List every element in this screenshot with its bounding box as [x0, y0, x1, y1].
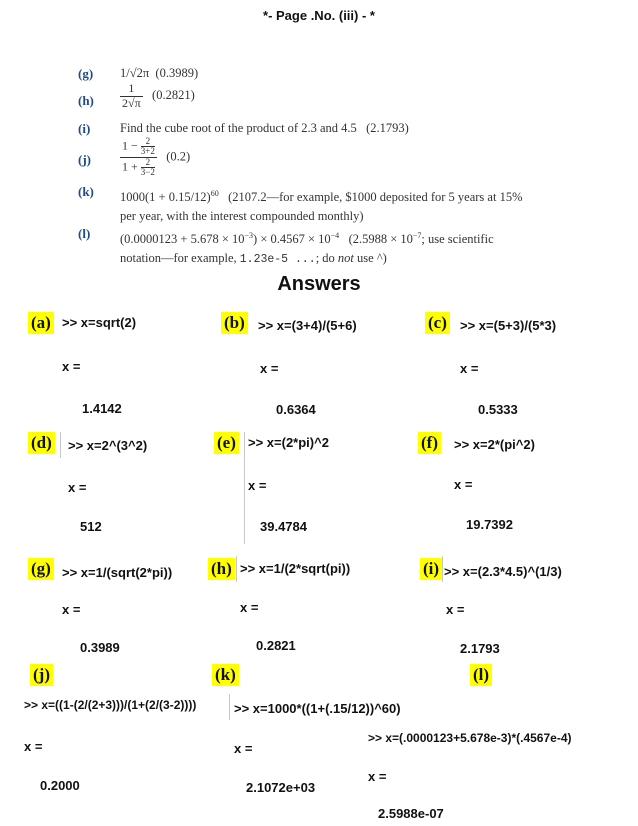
- answer-b-result: 0.6364: [276, 402, 316, 417]
- exercise-l-line2-c: use ^): [353, 251, 387, 266]
- answer-k-result: 2.1072e+03: [246, 780, 316, 795]
- answer-b-label: (b): [221, 312, 248, 334]
- answer-e-xeq: x =: [248, 478, 267, 493]
- answer-k-command: >> x=1000*((1+(.15/12))^60): [234, 701, 401, 716]
- answer-d-command: >> x=2^(3^2): [68, 438, 148, 453]
- answer-j-result: 0.2000: [40, 778, 80, 793]
- exercise-i-answer: (2.1793): [366, 121, 409, 135]
- exercise-h-num: 1: [120, 82, 143, 97]
- exercise-g-label: (g): [78, 66, 94, 81]
- answer-c-command: >> x=(5+3)/(5*3): [460, 318, 557, 333]
- answer-b-xeq: x =: [260, 361, 279, 376]
- answer-f-xeq: x =: [454, 477, 473, 492]
- exercise-h-fraction: [120, 82, 143, 111]
- answer-g-command: >> x=1/(sqrt(2*pi)): [62, 565, 173, 580]
- exercise-h-label: (h): [78, 93, 94, 108]
- exercise-j-num-frac-n: 2: [141, 137, 155, 147]
- exercise-h-answer: (0.2821): [152, 88, 195, 103]
- answer-k-xeq: x =: [234, 741, 253, 756]
- exercise-i-text: Find the cube root of the product of 2.3 and 4.5: [120, 121, 357, 135]
- answer-l-xeq: x =: [368, 769, 387, 784]
- exercise-i-label: (i): [78, 121, 91, 136]
- answer-f-label: (f): [418, 432, 441, 454]
- exercise-k-label: (k): [78, 184, 94, 199]
- exercise-h: [120, 82, 195, 111]
- answer-i-label: (i): [420, 558, 442, 580]
- exercise-j-answer: (0.2): [166, 149, 191, 164]
- exercise-l-line2-code: 1.23e-5 ...: [239, 253, 316, 267]
- answer-g-label: (g): [28, 558, 54, 580]
- exercise-j: [120, 137, 190, 178]
- answer-e-command: >> x=(2*pi)^2: [248, 435, 329, 450]
- answers-heading: Answers: [277, 273, 361, 295]
- answer-i-separator: [442, 556, 443, 582]
- answer-f-command: >> x=2*(pi^2): [454, 437, 535, 452]
- exercise-l-exp3: −7: [412, 231, 422, 240]
- answer-e-separator: [244, 432, 245, 544]
- exercise-g: [120, 66, 198, 81]
- answer-d-result: 512: [80, 519, 102, 534]
- exercise-l-part-d: ; use scientific: [421, 232, 494, 247]
- answer-g-xeq: x =: [62, 602, 81, 617]
- answer-e-label: (e): [214, 432, 239, 454]
- exercise-i: [120, 121, 409, 136]
- answer-e-result: 39.4784: [260, 519, 307, 534]
- exercise-j-den-frac-d: 3−2: [140, 167, 155, 178]
- answer-k-label: (k): [212, 664, 239, 686]
- exercise-j-label: (j): [78, 152, 91, 167]
- answer-g-result: 0.3989: [80, 640, 120, 655]
- answer-l-label: (l): [470, 664, 492, 686]
- answer-j-label: (j): [30, 664, 53, 686]
- exercise-k-line2: per year, with the interest compounded monthly): [120, 209, 364, 224]
- answer-i-command: >> x=(2.3*4.5)^(1/3): [444, 564, 562, 579]
- answer-c-xeq: x =: [460, 361, 479, 376]
- answer-l-command: >> x=(.0000123+5.678e-3)*(.4567e-4): [368, 731, 572, 745]
- exercise-j-num-frac-d: 3+2: [140, 146, 155, 157]
- answer-l-result: 2.5988e-07: [378, 806, 444, 821]
- answer-b-command: >> x=(3+4)/(5+6): [258, 318, 357, 333]
- answer-d-label: (d): [28, 432, 55, 454]
- exercise-l-part-c: (2.5988 × 10: [348, 232, 413, 247]
- exercise-k: [120, 184, 522, 226]
- exercise-k-exp: 60: [210, 189, 219, 198]
- answer-h-xeq: x =: [240, 600, 259, 615]
- exercise-h-den: 2√π: [122, 95, 141, 110]
- exercise-l-label: (l): [78, 226, 91, 241]
- answer-h-separator: [236, 556, 237, 582]
- answer-h-command: >> x=1/(2*sqrt(pi)): [240, 561, 351, 576]
- exercise-j-den-lead: 1 +: [122, 159, 138, 174]
- answer-d-xeq: x =: [68, 480, 87, 495]
- exercise-l-exp1: −3: [244, 231, 254, 240]
- exercise-l-part-a: (0.0000123 + 5.678 × 10: [120, 232, 245, 247]
- exercise-j-fraction: [120, 137, 157, 178]
- answer-a-label: (a): [28, 312, 54, 334]
- answer-c-label: (c): [425, 312, 450, 334]
- answer-d-separator: [60, 432, 61, 458]
- exercise-g-expr: 1/√2π: [120, 66, 150, 80]
- exercise-j-num-lead: 1 −: [122, 138, 138, 153]
- exercise-k-line1: (2107.2—for example, $1000 deposited for 5 years at 15%: [228, 190, 523, 205]
- page-header: *- Page .No. (iii) - *: [263, 8, 375, 23]
- exercise-l-part-b: ) × 0.4567 × 10: [253, 232, 331, 247]
- answer-a-result: 1.4142: [82, 401, 122, 416]
- exercise-l-line2-em: not: [337, 251, 354, 266]
- answer-j-xeq: x =: [24, 739, 43, 754]
- exercise-l-line2-a: notation—for example,: [120, 251, 240, 266]
- exercise-l-line2-b: ; do: [315, 251, 338, 266]
- exercise-k-expr: 1000(1 + 0.15/12): [120, 190, 211, 205]
- exercise-l: [120, 226, 494, 269]
- exercise-j-den-frac-n: 2: [141, 158, 155, 168]
- exercise-l-exp2: −4: [330, 231, 340, 240]
- answer-f-result: 19.7392: [466, 517, 513, 532]
- answer-a-xeq: x =: [62, 359, 81, 374]
- answer-k-separator: [229, 694, 230, 720]
- answer-c-result: 0.5333: [478, 402, 518, 417]
- answer-j-command: >> x=((1-(2/(2+3)))/(1+(2/(3-2)))): [24, 698, 197, 712]
- answer-h-label: (h): [208, 558, 235, 580]
- answer-h-result: 0.2821: [256, 638, 296, 653]
- answer-a-command: >> x=sqrt(2): [62, 315, 137, 330]
- answer-i-result: 2.1793: [460, 641, 500, 656]
- answer-i-xeq: x =: [446, 602, 465, 617]
- exercise-g-answer: (0.3989): [155, 66, 199, 80]
